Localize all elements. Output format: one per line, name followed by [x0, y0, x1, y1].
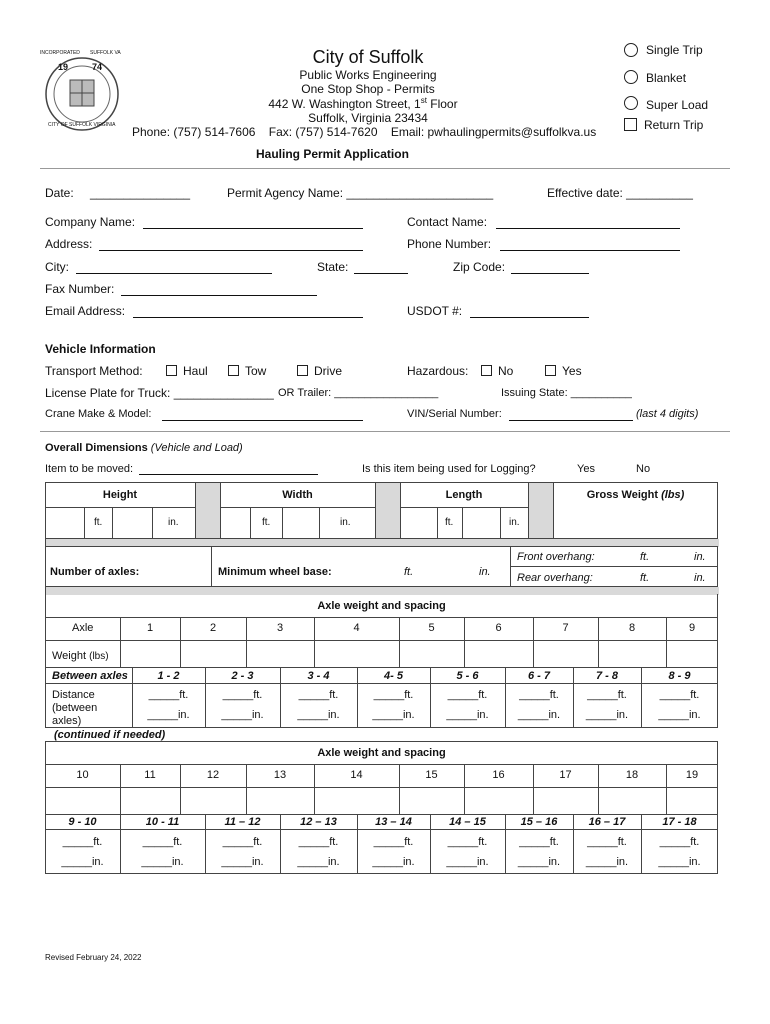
front-overhang-ft[interactable]: ft. [640, 551, 650, 563]
blanket-radio[interactable] [624, 70, 638, 84]
axle-number: 11 [144, 769, 156, 781]
distance-in[interactable]: _____in. [658, 856, 701, 868]
axle-pair: 17 - 18 [662, 816, 697, 828]
distance-in[interactable]: _____in. [658, 709, 701, 721]
seal-year-left: 19 [58, 62, 69, 72]
distance-in[interactable]: _____in. [221, 856, 264, 868]
distance-in[interactable]: _____in. [517, 856, 561, 868]
distance-label-3: axles) [52, 715, 82, 727]
vin-label: VIN/Serial Number: [407, 408, 502, 420]
between-axles-label: Between axles [52, 670, 128, 682]
usdot-field[interactable] [470, 317, 589, 318]
grid-line [598, 617, 599, 667]
address-field[interactable] [99, 250, 363, 251]
axle-pair: 16 – 17 [588, 816, 626, 828]
super-load-label: Super Load [646, 98, 709, 112]
grid-line [246, 617, 247, 667]
logging-no[interactable]: No [636, 463, 651, 475]
city-seal [40, 50, 124, 134]
grid-line [120, 764, 121, 814]
axle-number: 16 [492, 769, 505, 781]
axle-pair: 1 - 2 [157, 670, 180, 682]
distance-ft[interactable]: _____ft. [659, 836, 700, 848]
haul-checkbox[interactable] [166, 365, 177, 376]
drive-option[interactable]: Drive [297, 364, 342, 378]
contact-line: Phone: (757) 514-7606 Fax: (757) 514-7620 Email: pwhaulingpermits@suffolkva.us [132, 125, 597, 139]
distance-ft[interactable]: _____ft. [587, 836, 627, 848]
width-header: Width [282, 489, 313, 501]
city-label: City: [45, 260, 69, 274]
distance-in[interactable]: _____in. [297, 856, 340, 868]
grid-line [180, 617, 181, 667]
hazardous-yes-option[interactable]: Yes [545, 364, 582, 378]
axle-pair: 7 - 8 [595, 670, 618, 682]
single-trip-label: Single Trip [646, 43, 703, 57]
state-field[interactable] [354, 273, 408, 274]
tow-checkbox[interactable] [228, 365, 239, 376]
grid-line [399, 617, 400, 667]
axle-table-2-title: Axle weight and spacing [317, 747, 446, 759]
distance-ft[interactable]: _____ft. [222, 836, 263, 848]
super-load-radio[interactable] [624, 96, 638, 110]
blanket-label: Blanket [646, 71, 687, 85]
axle-number: 17 [559, 769, 572, 781]
distance-in[interactable]: _____in. [585, 856, 629, 868]
contact-name-label: Contact Name: [407, 215, 488, 229]
company-name-label: Company Name: [45, 215, 136, 229]
number-of-axles-label: Number of axles: [50, 566, 140, 578]
tow-option[interactable]: Tow [228, 364, 266, 378]
axle-number: 2 [209, 622, 217, 634]
phone-field[interactable] [500, 250, 680, 251]
axle-number: 15 [425, 769, 438, 781]
weight-label: Weight (lbs) [52, 650, 109, 662]
axle-table-1-title: Axle weight and spacing [317, 600, 446, 612]
zip-label: Zip Code: [453, 260, 506, 274]
grid-line [533, 764, 534, 814]
axle-pair: 4- 5 [384, 670, 403, 682]
revision-footer: Revised February 24, 2022 [45, 953, 142, 962]
item-label: Item to be moved: [45, 463, 134, 475]
return-trip-checkbox[interactable] [624, 118, 637, 131]
axle-pair: 15 – 16 [520, 816, 558, 828]
axle-number: 18 [625, 769, 639, 781]
grid-line [464, 764, 465, 814]
issuing-state-field[interactable]: Issuing State: __________ [501, 387, 632, 399]
axle-number: 9 [688, 622, 696, 634]
distance-ft[interactable]: _____ft. [373, 836, 414, 848]
distance-ft[interactable]: _____ft. [447, 689, 488, 701]
seal-name: CITY OF SUFFOLK VIRGINIA [48, 122, 116, 128]
distance-in[interactable]: _____in. [372, 856, 415, 868]
axle-pair: 3 - 4 [307, 670, 330, 682]
contact-name-field[interactable] [496, 228, 680, 229]
grid-line [314, 617, 315, 667]
rear-overhang-in[interactable]: in. [694, 572, 706, 584]
seal-top-left: INCORPORATED [40, 50, 80, 56]
vehicle-heading: Vehicle Information [45, 342, 156, 356]
length-header: Length [445, 489, 483, 501]
grid-line [120, 617, 121, 667]
distance-ft[interactable]: _____ft. [447, 836, 488, 848]
distance-in[interactable]: _____in. [61, 856, 104, 868]
axle-number: 10 [76, 769, 89, 781]
width-ft[interactable]: ft. [262, 517, 271, 528]
distance-in[interactable]: _____in. [446, 709, 489, 721]
distance-in[interactable]: _____in. [372, 709, 415, 721]
grid-line [464, 617, 465, 667]
axle-number: 12 [206, 769, 220, 781]
office: One Stop Shop - Permits [301, 82, 435, 96]
grid-line [666, 764, 667, 814]
axle-number: 4 [353, 622, 360, 634]
axle-number: 8 [628, 622, 636, 634]
grid-line [666, 617, 667, 667]
grid-line [246, 764, 247, 814]
distance-in[interactable]: _____in. [147, 709, 190, 721]
hazardous-no-checkbox[interactable] [481, 365, 492, 376]
department: Public Works Engineering [299, 68, 437, 82]
wheel-base-ft[interactable]: ft. [404, 566, 414, 578]
axle-table-2 [45, 741, 718, 874]
permit-agency-field[interactable]: Permit Agency Name: ______________________ [227, 186, 494, 200]
grid-line [399, 764, 400, 814]
grid-line [598, 764, 599, 814]
length-in[interactable]: in. [509, 517, 520, 528]
axle-pair: 12 – 13 [300, 816, 337, 828]
city-field[interactable] [76, 273, 272, 274]
wheel-base-in[interactable]: in. [479, 566, 491, 578]
rear-overhang-label: Rear overhang: [517, 572, 593, 584]
distance-ft[interactable]: _____ft. [148, 689, 189, 701]
logging-yes[interactable]: Yes [577, 463, 595, 475]
axle-pair: 13 – 14 [375, 816, 412, 828]
axle-number: 1 [146, 622, 154, 634]
seal-top-right: SUFFOLK VA [90, 50, 121, 56]
address-label: Address: [45, 237, 93, 251]
distance-ft[interactable]: _____ft. [519, 836, 559, 848]
axle-number: 19 [685, 769, 699, 781]
crane-label: Crane Make & Model: [45, 408, 152, 420]
trailer-field[interactable]: OR Trailer: _________________ [278, 387, 439, 399]
axle-number: 6 [495, 622, 502, 634]
rear-overhang-ft[interactable]: ft. [640, 572, 650, 584]
fax-field[interactable] [121, 295, 317, 296]
distance-in[interactable]: _____in. [297, 709, 340, 721]
state-label: State: [317, 260, 349, 274]
axle-number: 13 [273, 769, 287, 781]
axle-pair: 8 - 9 [668, 670, 691, 682]
front-overhang-label: Front overhang: [517, 551, 595, 563]
license-plate-field[interactable]: License Plate for Truck: _______________ [45, 386, 274, 400]
distance-ft[interactable]: _____ft. [373, 689, 414, 701]
usdot-label: USDOT #: [407, 304, 463, 318]
transport-label: Transport Method: [45, 364, 143, 378]
gross-weight-header: Gross Weight (lbs) [586, 489, 685, 501]
haul-option[interactable]: Haul [166, 364, 208, 378]
axle-pair: 6 - 7 [527, 670, 550, 682]
logging-question: Is this item being used for Logging? [362, 463, 536, 475]
distance-in[interactable]: _____in. [585, 709, 629, 721]
length-ft[interactable]: ft. [445, 517, 454, 528]
distance-label-2: (between [52, 702, 98, 714]
distance-in[interactable]: _____in. [517, 709, 561, 721]
email-label: Email Address: [45, 304, 126, 318]
dimensions-heading: Overall Dimensions (Vehicle and Load) [45, 442, 243, 454]
item-field[interactable] [139, 474, 318, 475]
height-in[interactable]: in. [168, 517, 179, 528]
hazardous-yes-checkbox[interactable] [545, 365, 556, 376]
continued-label: (continued if needed) [54, 729, 166, 741]
axle-number: 14 [350, 769, 363, 781]
city-state-zip: Suffolk, Virginia 23434 [308, 111, 428, 125]
phone-label: Phone Number: [407, 237, 492, 251]
distance-ft[interactable]: _____ft. [222, 689, 263, 701]
vin-note: (last 4 digits) [636, 408, 699, 420]
distance-in[interactable]: _____in. [221, 709, 264, 721]
date-label: Date: [45, 186, 74, 200]
front-overhang-in[interactable]: in. [694, 551, 706, 563]
width-in[interactable]: in. [340, 517, 351, 528]
grid-line [314, 764, 315, 814]
street-address: 442 W. Washington Street, 1st Floor [268, 96, 458, 111]
distance-ft[interactable]: _____ft. [298, 689, 339, 701]
company-name-field[interactable] [143, 228, 363, 229]
axle-pair: 14 – 15 [449, 816, 486, 828]
fax-label: Fax Number: [45, 282, 115, 296]
zip-field[interactable] [511, 273, 589, 274]
hazardous-no-option[interactable]: No [481, 364, 513, 378]
axle-pair: 9 - 10 [68, 816, 97, 828]
distance-ft[interactable]: _____ft. [587, 689, 627, 701]
seal-year-right: 74 [92, 62, 103, 72]
return-trip-label: Return Trip [644, 118, 704, 132]
min-wheel-base-label: Minimum wheel base: [218, 566, 332, 578]
height-header: Height [102, 489, 138, 501]
city-title: City of Suffolk [312, 47, 424, 67]
hazardous-label: Hazardous: [407, 364, 469, 378]
distance-in[interactable]: _____in. [446, 856, 489, 868]
date-field[interactable]: _______________ [90, 186, 191, 200]
distance-ft[interactable]: _____ft. [62, 836, 103, 848]
email-field[interactable] [133, 317, 363, 318]
distance-ft[interactable]: _____ft. [142, 836, 183, 848]
form-title: Hauling Permit Application [256, 147, 409, 161]
distance-label-1: Distance [52, 689, 95, 701]
distance-in[interactable]: _____in. [141, 856, 184, 868]
axle-pair: 11 – 12 [224, 816, 261, 828]
height-ft[interactable]: ft. [94, 517, 103, 528]
axle-number: 7 [562, 622, 569, 634]
distance-ft[interactable]: _____ft. [519, 689, 559, 701]
axle-number: 3 [276, 622, 284, 634]
vin-field[interactable] [509, 420, 633, 421]
axle-pair: 5 - 6 [456, 670, 479, 682]
crane-field[interactable] [162, 420, 363, 421]
effective-date-field[interactable]: Effective date: __________ [547, 186, 693, 200]
axle-table-1 [45, 594, 718, 728]
grid-line [180, 764, 181, 814]
drive-checkbox[interactable] [297, 365, 308, 376]
axle-number: 5 [428, 622, 435, 634]
grid-line [533, 617, 534, 667]
distance-ft[interactable]: _____ft. [659, 689, 700, 701]
axle-pair: 10 - 11 [145, 816, 180, 828]
axle-pair: 2 - 3 [231, 670, 254, 682]
axle-label: Axle [72, 622, 94, 634]
single-trip-radio[interactable] [624, 43, 638, 57]
distance-ft[interactable]: _____ft. [298, 836, 339, 848]
